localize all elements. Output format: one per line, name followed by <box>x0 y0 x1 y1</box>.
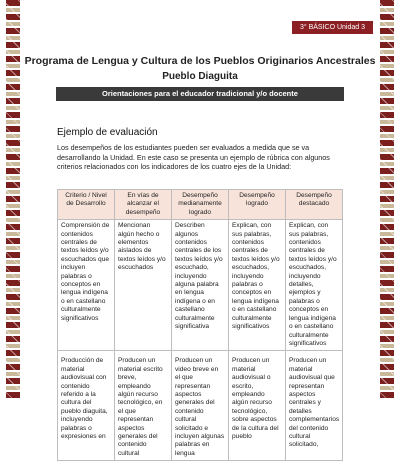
section-title: Ejemplo de evaluación <box>57 127 158 138</box>
rubric-header-cell: Desempeño logrado <box>229 190 286 220</box>
people-title: Pueblo Diaguita <box>162 71 238 82</box>
intro-paragraph: Los desempeños de los estudiantes pueden ser evaluados a medida que se va desarrollando la Unidad. En este caso se presenta un ejemplo de rúbrica con algunos criterios relacionados con los indicadores de los cuatro ejes de la Unidad: <box>57 143 330 172</box>
rubric-cell: Producen un material audiovisual o escrito, empleando algún recurso tecnológico, sobre aspectos de la cultura del pueblo <box>229 351 286 461</box>
rubric-cell: Explican, con sus palabras, contenidos centrales de textos leídos y/o escuchados, incluyendo palabras o conceptos en lengua indígena o en castellano culturalmente significativos <box>229 220 286 351</box>
rubric-table <box>57 189 343 461</box>
rubric-cell: Producen un video breve en el que representan aspectos generales del contenido cultural solicitado e incluyen algunas palabras en lengua <box>172 351 229 461</box>
rubric-header-cell: Desempeño medianamente logrado <box>172 190 229 220</box>
rubric-header-cell: En vías de alcanzar el desempeño <box>115 190 172 220</box>
rubric-cell: Describen algunos contenidos centrales de los textos leídos y/o escuchado, incluyendo alguna palabra en lengua indígena o en castellano culturalmente significativa <box>172 220 229 351</box>
rubric-cell: Producen un material audiovisual que representan aspectos centrales y detalles complementarios del contenido cultural solicitado, <box>286 351 343 461</box>
orientation-bar: Orientaciones para el educador tradicional y/o docente <box>56 87 344 101</box>
program-title: Programa de Lengua y Cultura de los Pueblos Originarios Ancestrales <box>24 55 376 67</box>
rubric-cell: Explican, con sus palabras, contenidos centrales de textos leídos y/o escuchados, incluyendo detalles, ejemplos y palabras o conceptos en lengua indígena o en castellano culturalmente significativos <box>286 220 343 351</box>
rubric-cell: Producen un material escrito breve, empleando algún recurso tecnológico, en el que representan aspectos generales del contenido cultural <box>115 351 172 461</box>
rubric-cell: Producción de material audiovisual con contenido referido a la cultura del pueblo diaguita, incluyendo palabras o expresiones en <box>58 351 115 461</box>
rubric-row <box>58 220 343 351</box>
rubric-header-cell: Criterio / Nivel de Desarrollo <box>58 190 115 220</box>
rubric-cell: Comprensión de contenidos centrales de textos leídos y/o escuchados que incluyen palabras o conceptos en lengua indígena o en castellano culturalmente significativos <box>58 220 115 351</box>
rubric-header-row <box>58 190 343 220</box>
rubric-header-cell: Desempeño destacado <box>286 190 343 220</box>
rubric-row <box>58 351 343 461</box>
unit-badge: 3° BÁSICO Unidad 3 <box>292 21 373 34</box>
rubric-cell: Mencionan algún hecho o elementos aislados de textos leídos y/o escuchados <box>115 220 172 351</box>
